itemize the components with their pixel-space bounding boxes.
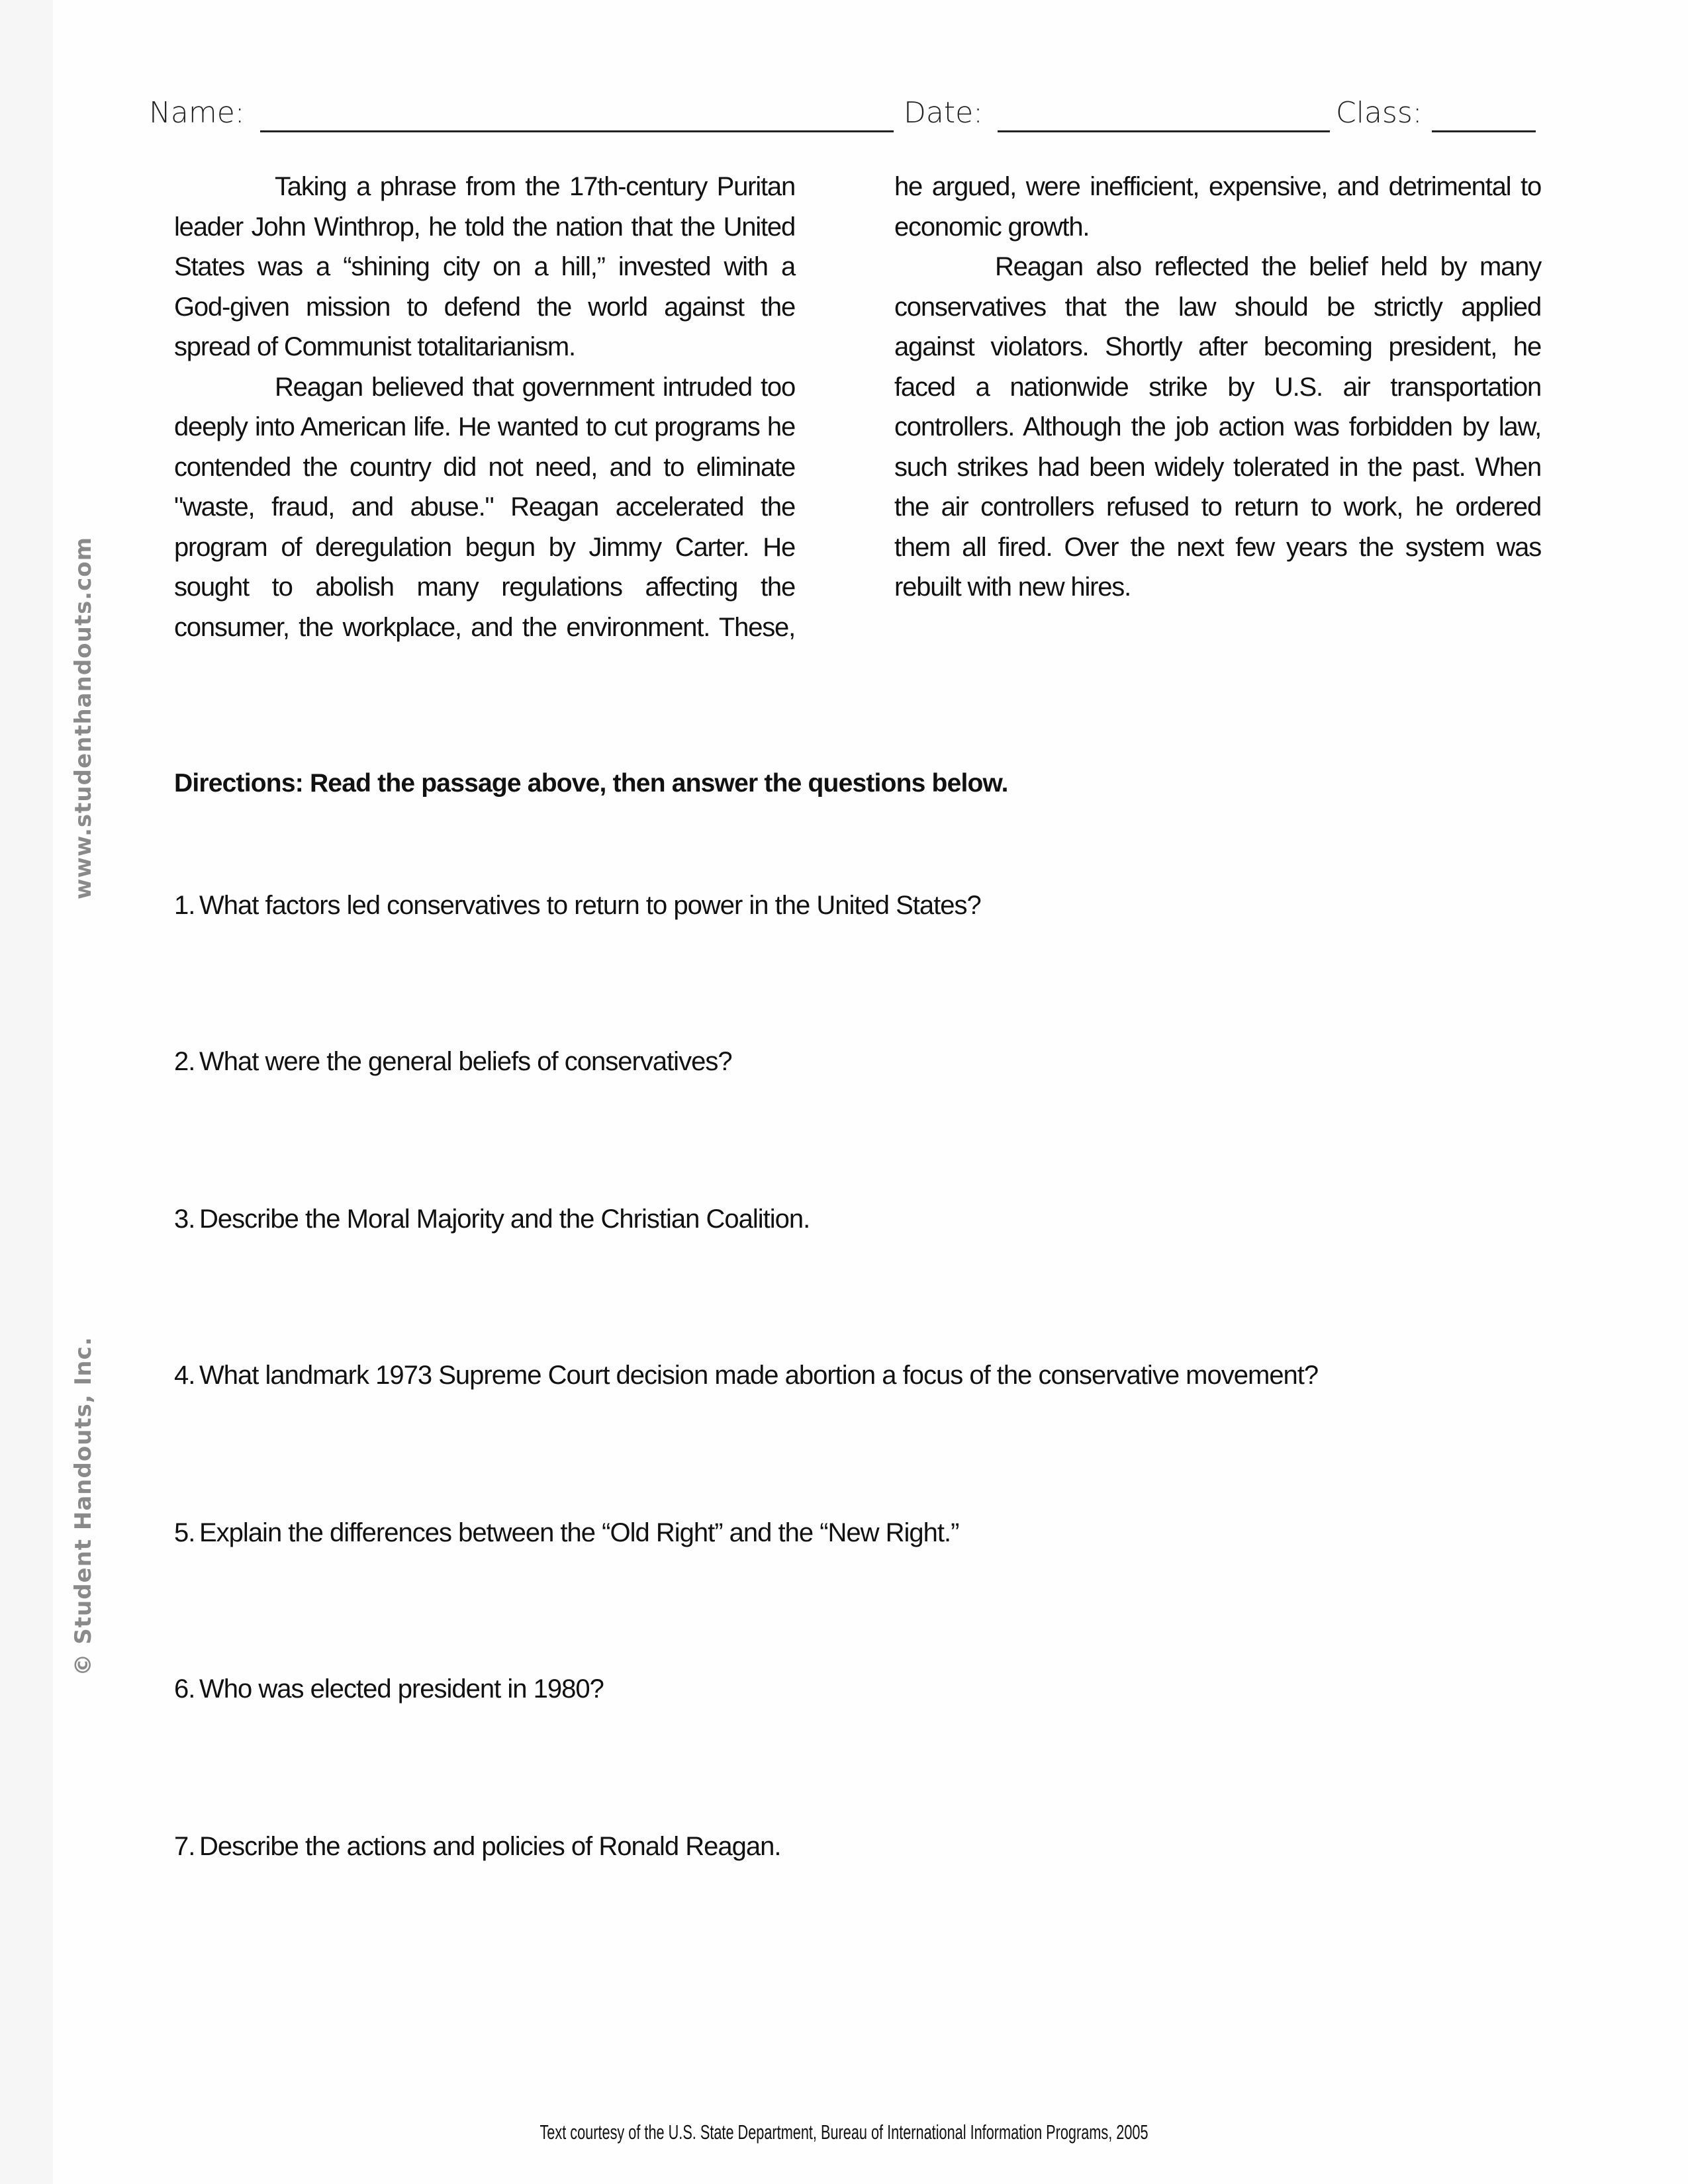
passage-line: he argued, were inefficient, expensive, and detrimental to [894, 172, 1541, 201]
passage-line: rebuilt with new hires. [894, 572, 1131, 602]
passage-line: faced a nationwide strike by U.S. air transportation [894, 372, 1541, 402]
question-1 [174, 891, 981, 921]
question-6 [174, 1674, 604, 1704]
question-text: Who was elected president in 1980? [199, 1674, 604, 1704]
name-label: Name: [149, 96, 245, 130]
question-2 [174, 1047, 732, 1077]
question-number: 4. [174, 1361, 195, 1390]
class-field[interactable] [1432, 130, 1536, 132]
question-text: Explain the differences between the “Old Right” and the “New Right.” [199, 1518, 959, 1547]
passage-left-column [174, 167, 795, 647]
question-3 [174, 1205, 810, 1234]
question-5 [174, 1518, 959, 1548]
copyright-watermark: © Student Handouts, Inc. [70, 1336, 97, 1676]
question-text: What landmark 1973 Supreme Court decision made abortion a focus of the conservative movement? [199, 1361, 1319, 1390]
passage-line: "waste, fraud, and abuse." Reagan accelerated the [174, 492, 795, 522]
passage-line: leader John Winthrop, he told the nation that the United [174, 212, 795, 242]
left-margin [0, 0, 53, 2184]
question-text: What factors led conservatives to return to power in the United States? [199, 891, 981, 920]
passage-line: them all fired. Over the next few years the system was [894, 532, 1541, 562]
directions: Directions: Read the passage above, then answer the questions below. [174, 769, 1008, 797]
date-label: Date: [904, 96, 983, 130]
footer-credit: Text courtesy of the U.S. State Department, Bureau of International Information Programs, 2005 [539, 2120, 1149, 2144]
passage-line: such strikes had been widely tolerated in the past. When [894, 452, 1541, 482]
question-number: 5. [174, 1518, 195, 1547]
site-watermark: www.studenthandouts.com [70, 536, 97, 900]
question-number: 2. [174, 1047, 195, 1076]
passage-line: consumer, the workplace, and the environment. These, [174, 612, 795, 642]
question-text: What were the general beliefs of conservatives? [199, 1047, 732, 1076]
passage-line: Reagan believed that government intruded too [275, 372, 795, 402]
class-label: Class: [1336, 96, 1423, 130]
passage-line: States was a “shining city on a hill,” invested with a [174, 252, 795, 281]
passage-line: God-given mission to defend the world against the [174, 292, 795, 322]
date-field[interactable] [998, 130, 1330, 132]
worksheet-header [149, 96, 1539, 136]
passage-line: program of deregulation begun by Jimmy Carter. He [174, 532, 795, 562]
passage-line: controllers. Although the job action was forbidden by law, [894, 412, 1541, 441]
question-4 [174, 1361, 1318, 1390]
passage-line: against violators. Shortly after becoming president, he [894, 332, 1541, 361]
passage-line: Taking a phrase from the 17th-century Puritan [275, 172, 795, 201]
passage-line: the air controllers refused to return to work, he ordered [894, 492, 1541, 522]
question-number: 3. [174, 1205, 195, 1234]
passage-line: economic growth. [894, 212, 1090, 242]
passage-line: deeply into American life. He wanted to cut programs he [174, 412, 795, 441]
question-7 [174, 1832, 780, 1862]
passage-line: spread of Communist totalitarianism. [174, 332, 575, 361]
question-number: 7. [174, 1832, 195, 1861]
passage-line: sought to abolish many regulations affecting the [174, 572, 795, 602]
question-number: 1. [174, 891, 195, 920]
question-text: Describe the Moral Majority and the Christian Coalition. [199, 1205, 810, 1234]
passage-line: conservatives that the law should be strictly applied [894, 292, 1541, 322]
question-number: 6. [174, 1674, 195, 1704]
passage-line: Reagan also reflected the belief held by many [995, 252, 1541, 281]
passage-line: contended the country did not need, and to eliminate [174, 452, 795, 482]
question-text: Describe the actions and policies of Ronald Reagan. [199, 1832, 781, 1861]
passage-right-column [894, 167, 1541, 608]
name-field[interactable] [260, 130, 894, 132]
